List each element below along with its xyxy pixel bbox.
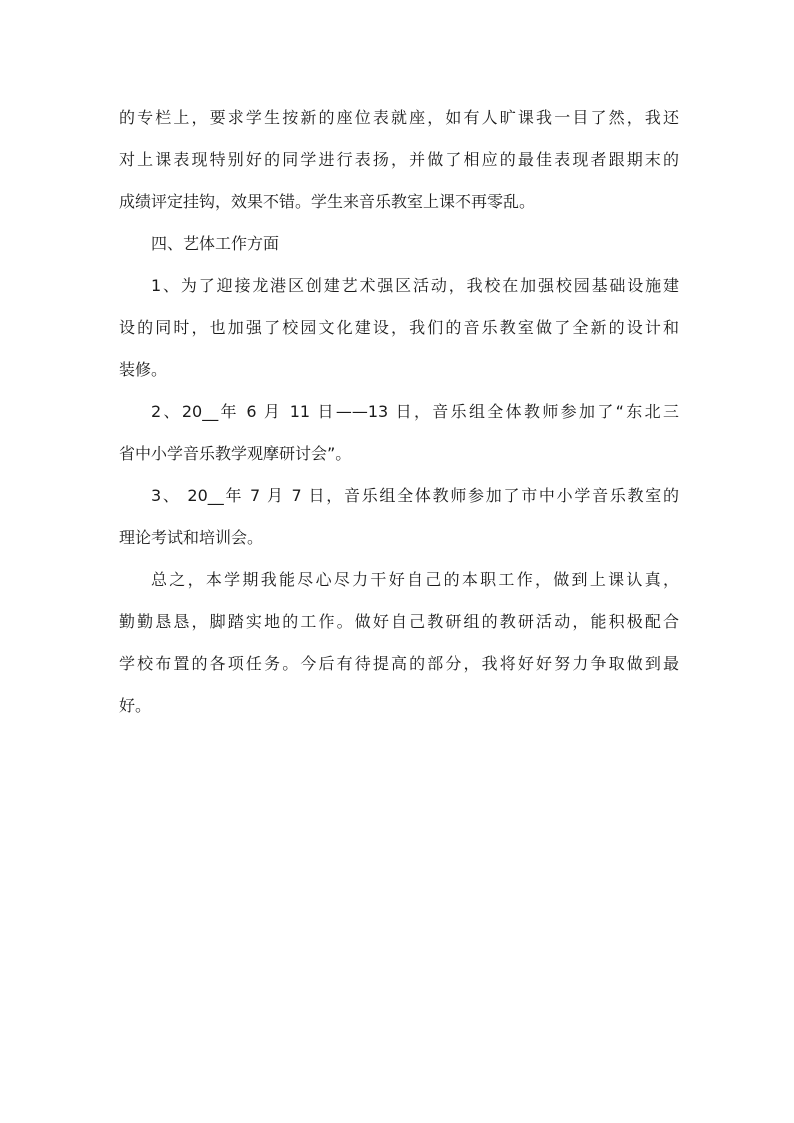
paragraph-line: 1、为了迎接龙港区创建艺术强区活动，我校在加强校园基础设施建: [151, 276, 679, 295]
paragraph-line: 3、 20__年 7 月 7 日，音乐组全体教师参加了市中小学音乐教室的: [151, 486, 679, 505]
paragraph-line: 学校布置的各项任务。今后有待提高的部分，我将好好努力争取做到最: [119, 654, 679, 673]
paragraph-line: 2、20__年 6 月 11 日——13 日，音乐组全体教师参加了“东北三: [151, 402, 679, 421]
paragraph-line: 的专栏上，要求学生按新的座位表就座，如有人旷课我一目了然，我还: [119, 108, 679, 127]
section-heading: 四、艺体工作方面: [151, 234, 280, 253]
paragraph-line: 成绩评定挂钩，效果不错。学生来音乐教室上课不再零乱。: [119, 192, 536, 211]
paragraph-line: 总之，本学期我能尽心尽力干好自己的本职工作，做到上课认真，: [151, 570, 679, 589]
paragraph-line: 勤勤恳恳，脚踏实地的工作。做好自己教研组的教研活动，能积极配合: [119, 612, 679, 631]
paragraph-line: 好。: [119, 696, 152, 715]
paragraph-line: 省中小学音乐教学观摩研讨会”。: [119, 444, 352, 463]
paragraph-line: 设的同时，也加强了校园文化建设，我们的音乐教室做了全新的设计和: [119, 318, 679, 337]
paragraph-line: 对上课表现特别好的同学进行表扬，并做了相应的最佳表现者跟期末的: [119, 150, 679, 169]
paragraph-line: 理论考试和培训会。: [119, 528, 264, 547]
paragraph-line: 装修。: [119, 360, 168, 379]
document-body: [119, 97, 679, 727]
